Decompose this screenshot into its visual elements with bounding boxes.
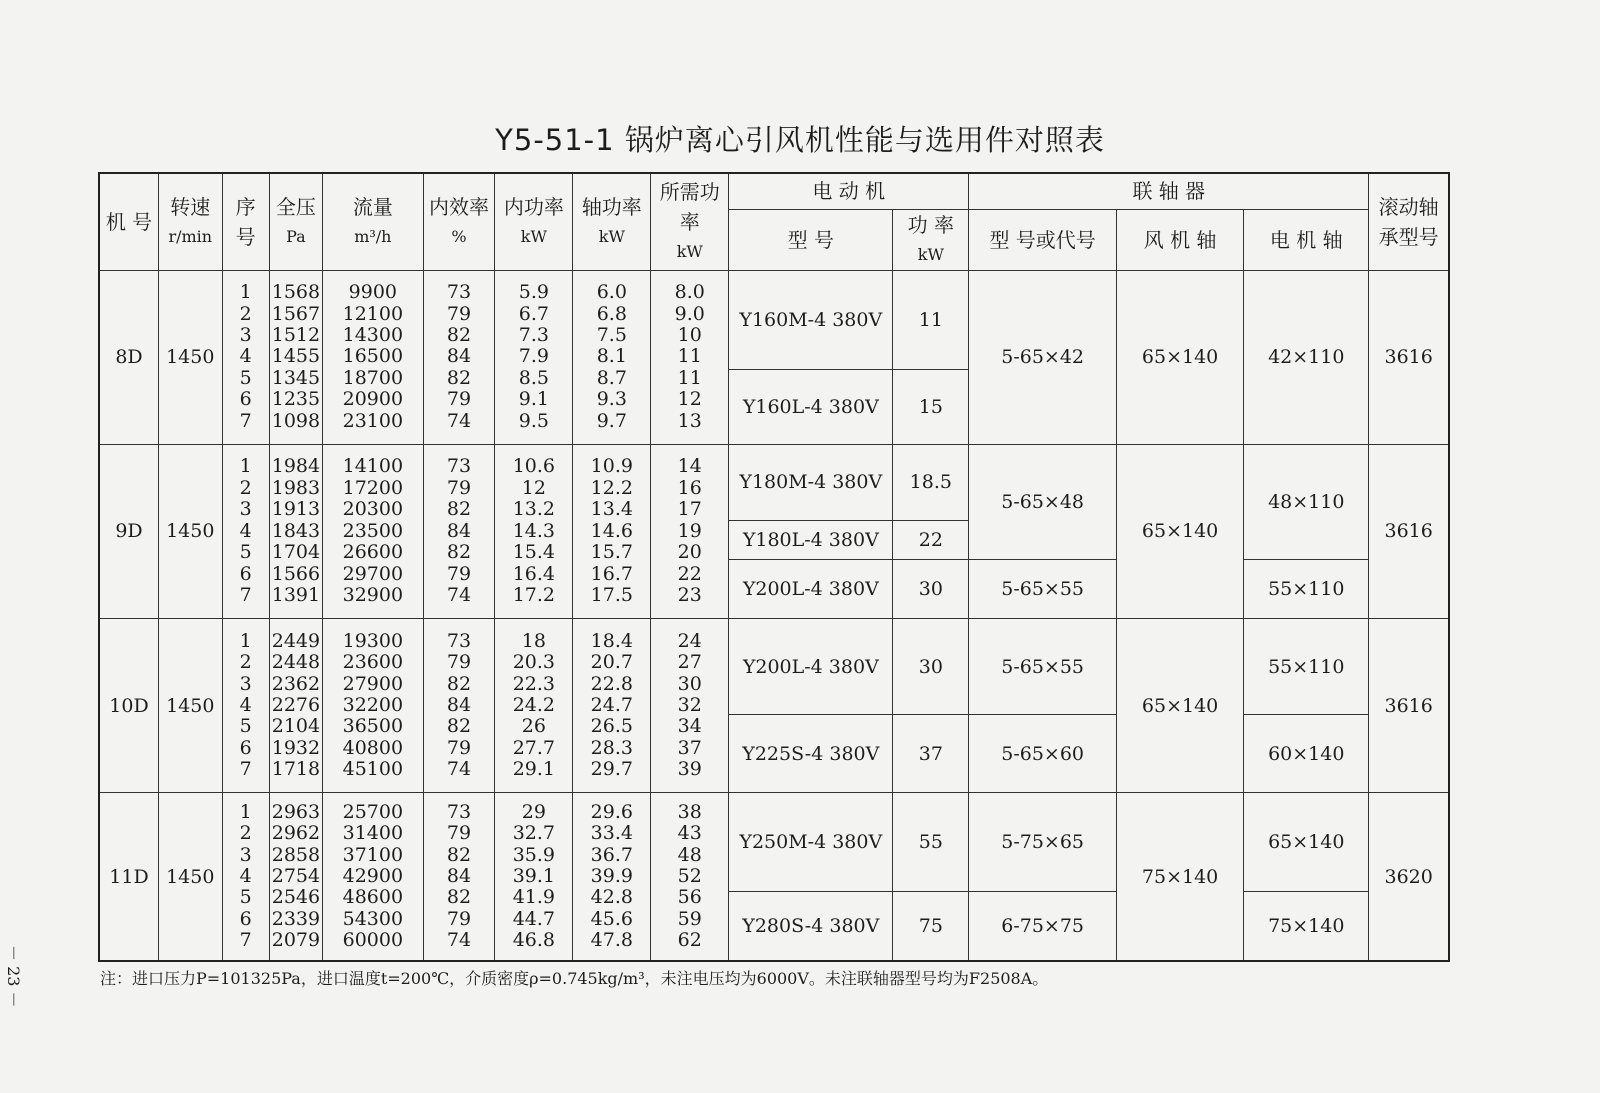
seq-value: 1 [239,800,252,823]
seq-value: 5 [239,715,252,738]
required-value: 13 [677,409,702,432]
motor-shaft: 48×110 [1244,444,1369,559]
pressure-value: 1704 [271,541,321,564]
eff-value: 79 [446,388,472,411]
eff-value: 79 [446,822,472,845]
seq-value: 3 [239,498,252,521]
pressure-value: 1843 [271,519,321,542]
motor-shaft: 42×110 [1244,270,1369,444]
pressure-value: 2963 [271,800,321,823]
header-inpower: 内功率 kW [495,173,573,270]
flow-value: 37100 [342,843,404,866]
pressure-value: 2104 [271,715,321,738]
pressure-value: 1455 [271,345,321,368]
pressure-value: 1913 [271,498,321,521]
seq-value: 3 [239,843,252,866]
eff-value: 73 [446,800,472,823]
inpower-list [495,793,573,961]
eff-value: 79 [446,476,472,499]
required-list [651,619,729,793]
required-value: 24 [677,629,702,652]
coupling-model: 6-75×75 [969,891,1117,961]
speed-cell: 1450 [158,793,222,961]
bearing-model: 3616 [1369,444,1449,618]
seq-value: 2 [239,476,252,499]
header-coupling: 联 轴 器 [969,173,1369,209]
motor-power: 30 [893,559,969,618]
eff-value: 82 [446,672,472,695]
required-value: 11 [677,366,702,389]
inpower-value: 8.5 [518,366,549,389]
eff-value: 74 [446,409,472,432]
seq-value: 3 [239,324,252,347]
machine-cell: 8D [99,270,158,444]
machine-cell: 10D [99,619,158,793]
eff-value: 84 [446,519,472,542]
header-motor-model: 型 号 [729,209,893,270]
eff-value: 82 [446,715,472,738]
eff-value: 84 [446,864,472,887]
inpower-value: 41.9 [512,886,556,909]
inpower-value: 15.4 [512,541,556,564]
eff-value: 82 [446,498,472,521]
shaftpower-value: 39.9 [590,864,633,887]
inpower-value: 44.7 [512,907,556,930]
pressure-value: 1235 [271,388,321,411]
motor-power: 37 [893,715,969,793]
eff-list [423,619,495,793]
eff-value: 79 [446,736,472,759]
header-machine: 机 号 [99,173,158,270]
header-shaftpower: 轴功率 kW [573,173,651,270]
header-eff: 内效率 % [423,173,495,270]
flow-value: 16500 [342,345,404,368]
pressure-list [269,270,322,444]
seq-value: 6 [239,562,252,585]
pressure-value: 1512 [271,324,321,347]
motor-shaft: 60×140 [1244,715,1369,793]
flow-value: 26600 [342,541,404,564]
eff-value: 79 [446,651,472,674]
eff-value: 82 [446,324,472,347]
seq-value: 4 [239,864,252,887]
inpower-value: 32.7 [512,822,556,845]
speed-cell: 1450 [158,619,222,793]
seq-list [222,793,269,961]
shaftpower-value: 20.7 [590,651,633,674]
eff-value: 84 [446,345,472,368]
seq-value: 2 [239,651,252,674]
flow-value: 12100 [342,302,404,325]
shaftpower-value: 15.7 [590,541,633,564]
flow-value: 23600 [342,651,404,674]
pressure-value: 2546 [271,886,321,909]
shaftpower-value: 10.9 [590,455,633,478]
flow-value: 60000 [342,929,404,952]
performance-table [98,172,1450,962]
required-value: 30 [677,672,702,695]
pressure-value: 1718 [271,758,321,781]
motor-power: 18.5 [893,444,969,520]
required-value: 56 [677,886,702,909]
shaftpower-value: 12.2 [590,476,633,499]
motor-shaft: 55×110 [1244,559,1369,618]
eff-list [423,270,495,444]
required-value: 62 [677,929,702,952]
flow-value: 14300 [342,324,404,347]
flow-value: 19300 [342,629,404,652]
shaftpower-value: 6.0 [596,281,627,304]
flow-value: 18700 [342,366,404,389]
fan-shaft: 75×140 [1116,793,1243,961]
pressure-list [269,619,322,793]
inpower-value: 35.9 [512,843,556,866]
required-value: 37 [677,736,702,759]
pressure-value: 1566 [271,562,321,585]
required-value: 32 [677,693,702,716]
required-value: 27 [677,651,702,674]
pressure-list [269,444,322,618]
flow-value: 20300 [342,498,404,521]
shaftpower-value: 28.3 [590,736,633,759]
speed-cell: 1450 [158,270,222,444]
eff-value: 82 [446,843,472,866]
header-speed: 转速 r/min [158,173,222,270]
eff-value: 79 [446,302,472,325]
shaftpower-value: 8.1 [596,345,627,368]
shaftpower-value: 8.7 [596,366,627,389]
shaftpower-value: 26.5 [590,715,633,738]
motor-power: 30 [893,619,969,715]
motor-model: Y160L-4 380V [729,369,893,444]
coupling-model: 5-65×60 [969,715,1117,793]
inpower-value: 29.1 [512,758,556,781]
shaftpower-value: 29.6 [590,800,633,823]
seq-value: 6 [239,907,252,930]
coupling-model: 5-65×55 [969,559,1117,618]
required-value: 17 [677,498,702,521]
header-bearing: 滚动轴承型号 [1369,173,1449,270]
seq-value: 5 [239,366,252,389]
header-seq: 序 号 [222,173,269,270]
motor-model: Y280S-4 380V [729,891,893,961]
required-value: 9.0 [674,302,705,325]
motor-model: Y250M-4 380V [729,793,893,891]
inpower-value: 39.1 [512,864,556,887]
inpower-value: 6.7 [518,302,549,325]
shaftpower-value: 36.7 [590,843,633,866]
inpower-value: 9.1 [518,388,549,411]
inpower-value: 5.9 [518,281,549,304]
inpower-list [495,444,573,618]
fan-shaft: 65×140 [1116,270,1243,444]
coupling-model: 5-65×48 [969,444,1117,559]
eff-value: 73 [446,629,472,652]
inpower-value: 27.7 [512,736,556,759]
required-value: 23 [677,583,702,606]
fan-shaft: 65×140 [1116,444,1243,618]
fan-shaft: 65×140 [1116,619,1243,793]
seq-value: 4 [239,345,252,368]
flow-value: 32900 [342,583,404,606]
pressure-value: 2858 [271,843,321,866]
pressure-value: 2449 [271,629,321,652]
flow-value: 54300 [342,907,404,930]
motor-shaft: 55×110 [1244,619,1369,715]
header-flow: 流量 m³/h [323,173,424,270]
shaftpower-value: 18.4 [590,629,633,652]
seq-value: 6 [239,388,252,411]
shaftpower-value: 45.6 [590,907,633,930]
page-title: Y5-51-1 锅炉离心引风机性能与选用件对照表 [495,123,1105,157]
header-required: 所需功率 kW [651,173,729,270]
eff-value: 74 [446,929,472,952]
shaftpower-value: 9.7 [596,409,627,432]
pressure-value: 1345 [271,366,321,389]
pressure-list [269,793,322,961]
shaftpower-value: 42.8 [590,886,633,909]
pressure-value: 1984 [271,455,321,478]
pressure-value: 2962 [271,822,321,845]
required-value: 16 [677,476,702,499]
shaftpower-value: 22.8 [590,672,633,695]
shaftpower-value: 47.8 [590,929,633,952]
pressure-value: 2079 [271,929,321,952]
seq-value: 7 [239,929,252,952]
seq-value: 1 [239,629,252,652]
eff-value: 73 [446,281,472,304]
inpower-value: 20.3 [512,651,556,674]
flow-value: 40800 [342,736,404,759]
required-value: 10 [677,324,702,347]
pressure-value: 1932 [271,736,321,759]
pressure-value: 2754 [271,864,321,887]
page-number: － 23 － [4,945,23,1008]
pressure-value: 2339 [271,907,321,930]
coupling-model: 5-75×65 [969,793,1117,891]
shaftpower-list [573,270,651,444]
motor-power: 11 [893,270,969,369]
flow-value: 48600 [342,886,404,909]
shaftpower-list [573,444,651,618]
seq-value: 2 [239,302,252,325]
coupling-model: 5-65×42 [969,270,1117,444]
inpower-value: 18 [521,629,546,652]
flow-value: 31400 [342,822,404,845]
eff-value: 73 [446,455,472,478]
required-list [651,270,729,444]
seq-value: 7 [239,409,252,432]
shaftpower-value: 16.7 [590,562,633,585]
seq-value: 5 [239,886,252,909]
pressure-value: 2276 [271,693,321,716]
seq-value: 7 [239,583,252,606]
motor-shaft: 65×140 [1244,793,1369,891]
header-motor: 电 动 机 [729,173,969,209]
seq-value: 4 [239,693,252,716]
machine-cell: 11D [99,793,158,961]
flow-value: 32200 [342,693,404,716]
required-value: 12 [677,388,702,411]
speed-cell: 1450 [158,444,222,618]
shaftpower-value: 24.7 [590,693,633,716]
motor-model: Y180M-4 380V [729,444,893,520]
inpower-value: 7.9 [518,345,549,368]
seq-value: 4 [239,519,252,542]
required-value: 59 [677,907,702,930]
pressure-value: 2448 [271,651,321,674]
seq-value: 1 [239,455,252,478]
required-value: 22 [677,562,702,585]
shaftpower-value: 7.5 [596,324,627,347]
shaftpower-value: 33.4 [590,822,633,845]
inpower-value: 10.6 [512,455,556,478]
required-value: 34 [677,715,702,738]
header-motor-power: 功 率 kW [893,209,969,270]
pressure-value: 1983 [271,476,321,499]
flow-list [323,793,424,961]
inpower-value: 7.3 [518,324,549,347]
bearing-model: 3616 [1369,270,1449,444]
bearing-model: 3620 [1369,793,1449,961]
required-list [651,444,729,618]
required-value: 38 [677,800,702,823]
shaftpower-value: 9.3 [596,388,627,411]
footnote: 注：进口压力P=101325Pa，进口温度t=200℃，介质密度ρ=0.745kg/m³，未注电压均为6000V。未注联轴器型号均为F2508A。 [100,969,1049,988]
required-value: 14 [677,455,702,478]
motor-power: 75 [893,891,969,961]
flow-value: 14100 [342,455,404,478]
inpower-value: 26 [521,715,546,738]
eff-value: 84 [446,693,472,716]
flow-value: 20900 [342,388,404,411]
seq-list [222,444,269,618]
seq-value: 2 [239,822,252,845]
inpower-value: 22.3 [512,672,556,695]
pressure-value: 1567 [271,302,321,325]
seq-value: 5 [239,541,252,564]
flow-value: 9900 [348,281,398,304]
eff-value: 79 [446,907,472,930]
eff-value: 82 [446,541,472,564]
shaftpower-value: 29.7 [590,758,633,781]
required-value: 8.0 [674,281,705,304]
eff-value: 74 [446,583,472,606]
motor-shaft: 75×140 [1244,891,1369,961]
seq-value: 6 [239,736,252,759]
eff-value: 82 [446,366,472,389]
inpower-value: 14.3 [512,519,556,542]
inpower-list [495,270,573,444]
inpower-value: 29 [521,800,546,823]
required-value: 39 [677,758,702,781]
motor-model: Y200L-4 380V [729,619,893,715]
seq-value: 7 [239,758,252,781]
required-value: 20 [677,541,702,564]
flow-value: 17200 [342,476,404,499]
pressure-value: 1098 [271,409,321,432]
inpower-value: 17.2 [512,583,556,606]
seq-value: 1 [239,281,252,304]
flow-list [323,270,424,444]
inpower-value: 16.4 [512,562,556,585]
required-value: 48 [677,843,702,866]
inpower-value: 46.8 [512,929,556,952]
required-value: 19 [677,519,702,542]
flow-value: 42900 [342,864,404,887]
shaftpower-value: 14.6 [590,519,633,542]
seq-value: 3 [239,672,252,695]
motor-power: 15 [893,369,969,444]
seq-list [222,270,269,444]
machine-cell: 9D [99,444,158,618]
flow-value: 36500 [342,715,404,738]
eff-value: 82 [446,886,472,909]
flow-value: 23500 [342,519,404,542]
required-value: 11 [677,345,702,368]
inpower-value: 9.5 [518,409,549,432]
motor-model: Y225S-4 380V [729,715,893,793]
shaftpower-value: 13.4 [590,498,633,521]
motor-model: Y200L-4 380V [729,559,893,618]
pressure-value: 1391 [271,583,321,606]
flow-value: 25700 [342,800,404,823]
shaftpower-list [573,793,651,961]
required-value: 52 [677,864,702,887]
flow-value: 27900 [342,672,404,695]
required-list [651,793,729,961]
eff-value: 74 [446,758,472,781]
header-fan-shaft: 风 机 轴 [1116,209,1243,270]
required-value: 43 [677,822,702,845]
flow-value: 23100 [342,409,404,432]
motor-model: Y180L-4 380V [729,520,893,559]
flow-list [323,444,424,618]
pressure-value: 1568 [271,281,321,304]
flow-value: 29700 [342,562,404,585]
inpower-value: 24.2 [512,693,556,716]
header-coupling-model: 型 号或代号 [969,209,1117,270]
shaftpower-list [573,619,651,793]
motor-model: Y160M-4 380V [729,270,893,369]
header-motor-shaft: 电 机 轴 [1244,209,1369,270]
eff-list [423,444,495,618]
bearing-model: 3616 [1369,619,1449,793]
coupling-model: 5-65×55 [969,619,1117,715]
seq-list [222,619,269,793]
shaftpower-value: 6.8 [596,302,627,325]
eff-list [423,793,495,961]
inpower-value: 13.2 [512,498,556,521]
motor-power: 55 [893,793,969,891]
motor-power: 22 [893,520,969,559]
shaftpower-value: 17.5 [590,583,633,606]
flow-list [323,619,424,793]
pressure-value: 2362 [271,672,321,695]
inpower-list [495,619,573,793]
eff-value: 79 [446,562,472,585]
flow-value: 45100 [342,758,404,781]
header-pressure: 全压 Pa [269,173,322,270]
inpower-value: 12 [521,476,546,499]
